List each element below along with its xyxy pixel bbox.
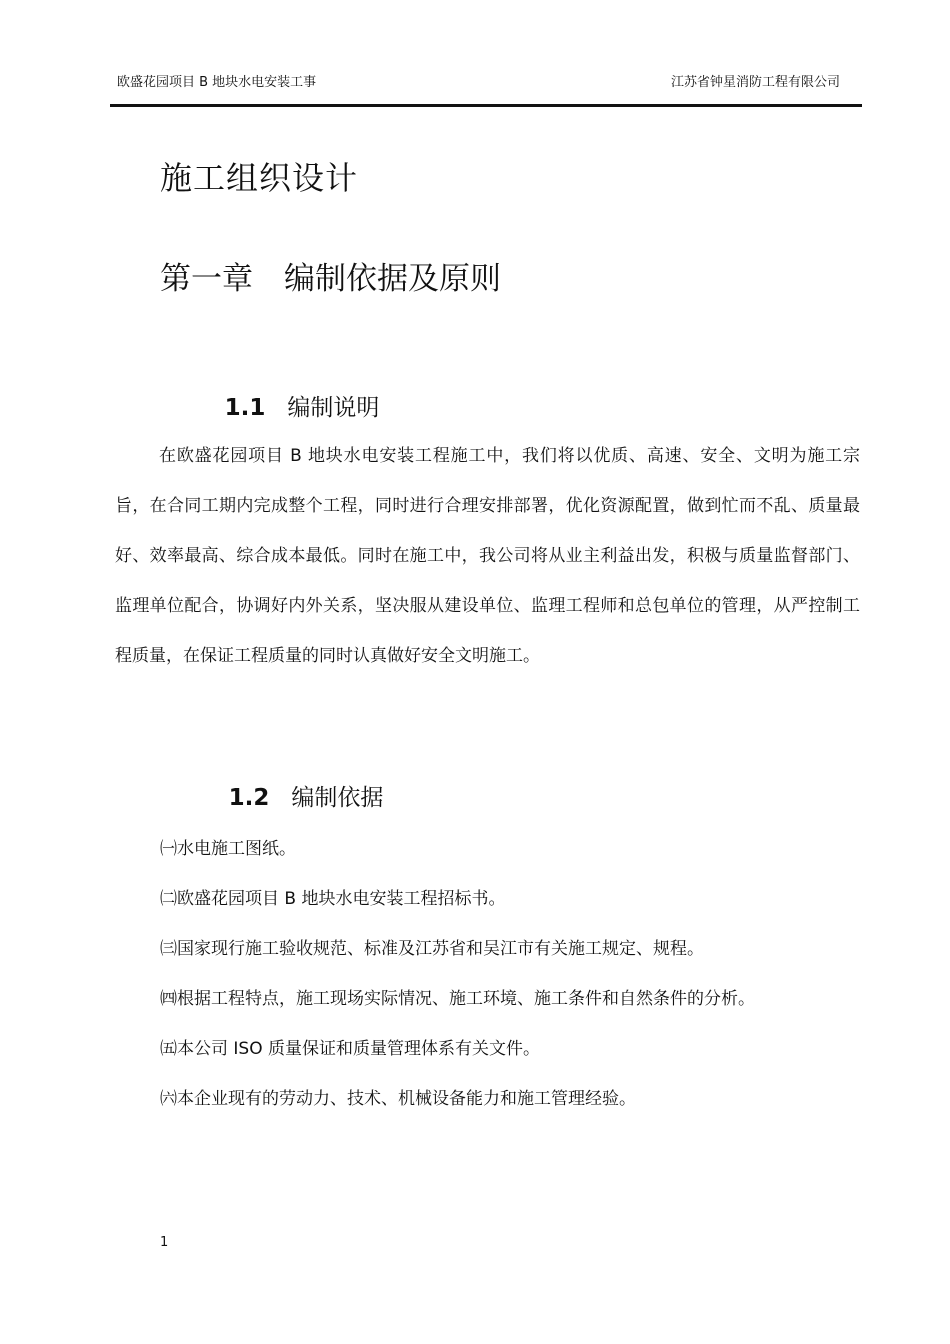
section-number: 1.1 (224, 395, 266, 421)
list-item: ㈡欧盛花园项目 B 地块水电安装工程招标书。 (160, 889, 506, 909)
header-project-name: 欧盛花园项目 B 地块水电安装工事 (117, 75, 317, 90)
document-title: 施工组织设计 (160, 159, 359, 197)
basis-list (160, 824, 755, 1124)
header-company-name: 江苏省钟星消防工程有限公司 (670, 75, 840, 90)
list-item: ㈢国家现行施工验收规范、标准及江苏省和吴江市有关施工规定、规程。 (160, 939, 704, 959)
section-number: 1.2 (228, 785, 270, 811)
list-item: ㈤本公司 ISO 质量保证和质量管理体系有关文件。 (160, 1039, 540, 1059)
body-paragraph: 在欧盛花园项目 B 地块水电安装工程施工中，我们将以优质、高速、安全、文明为施工宗旨，在合同工期内完成整个工程，同时进行合理安排部署，优化资源配置，做到忙而不乱、质量最好、效率最高、综合成本最低。同时在施工中，我公司将从业主利益出发，积极与质量监督部门、监理单位配合，协调好内外关系，坚决服从建设单位、监理工程师和总包单位的管理，从严控制工程质量，在保证工程质量的同时认真做好安全文明施工。 (115, 446, 860, 666)
section-heading-1-1 (210, 360, 379, 424)
page-number: 1 (160, 1235, 169, 1250)
list-item: ㈥本企业现有的劳动力、技术、机械设备能力和施工管理经验。 (160, 1089, 636, 1109)
section-title: 编制说明 (287, 395, 380, 421)
list-item: ㈠水电施工图纸。 (160, 839, 296, 859)
list-item: ㈣根据工程特点，施工现场实际情况、施工环境、施工条件和自然条件的分析。 (160, 989, 755, 1009)
header-divider (110, 104, 862, 107)
chapter-heading: 第一章 编制依据及原则 (160, 261, 501, 297)
section-title: 编制依据 (291, 785, 384, 811)
section-heading-1-2 (214, 750, 383, 814)
